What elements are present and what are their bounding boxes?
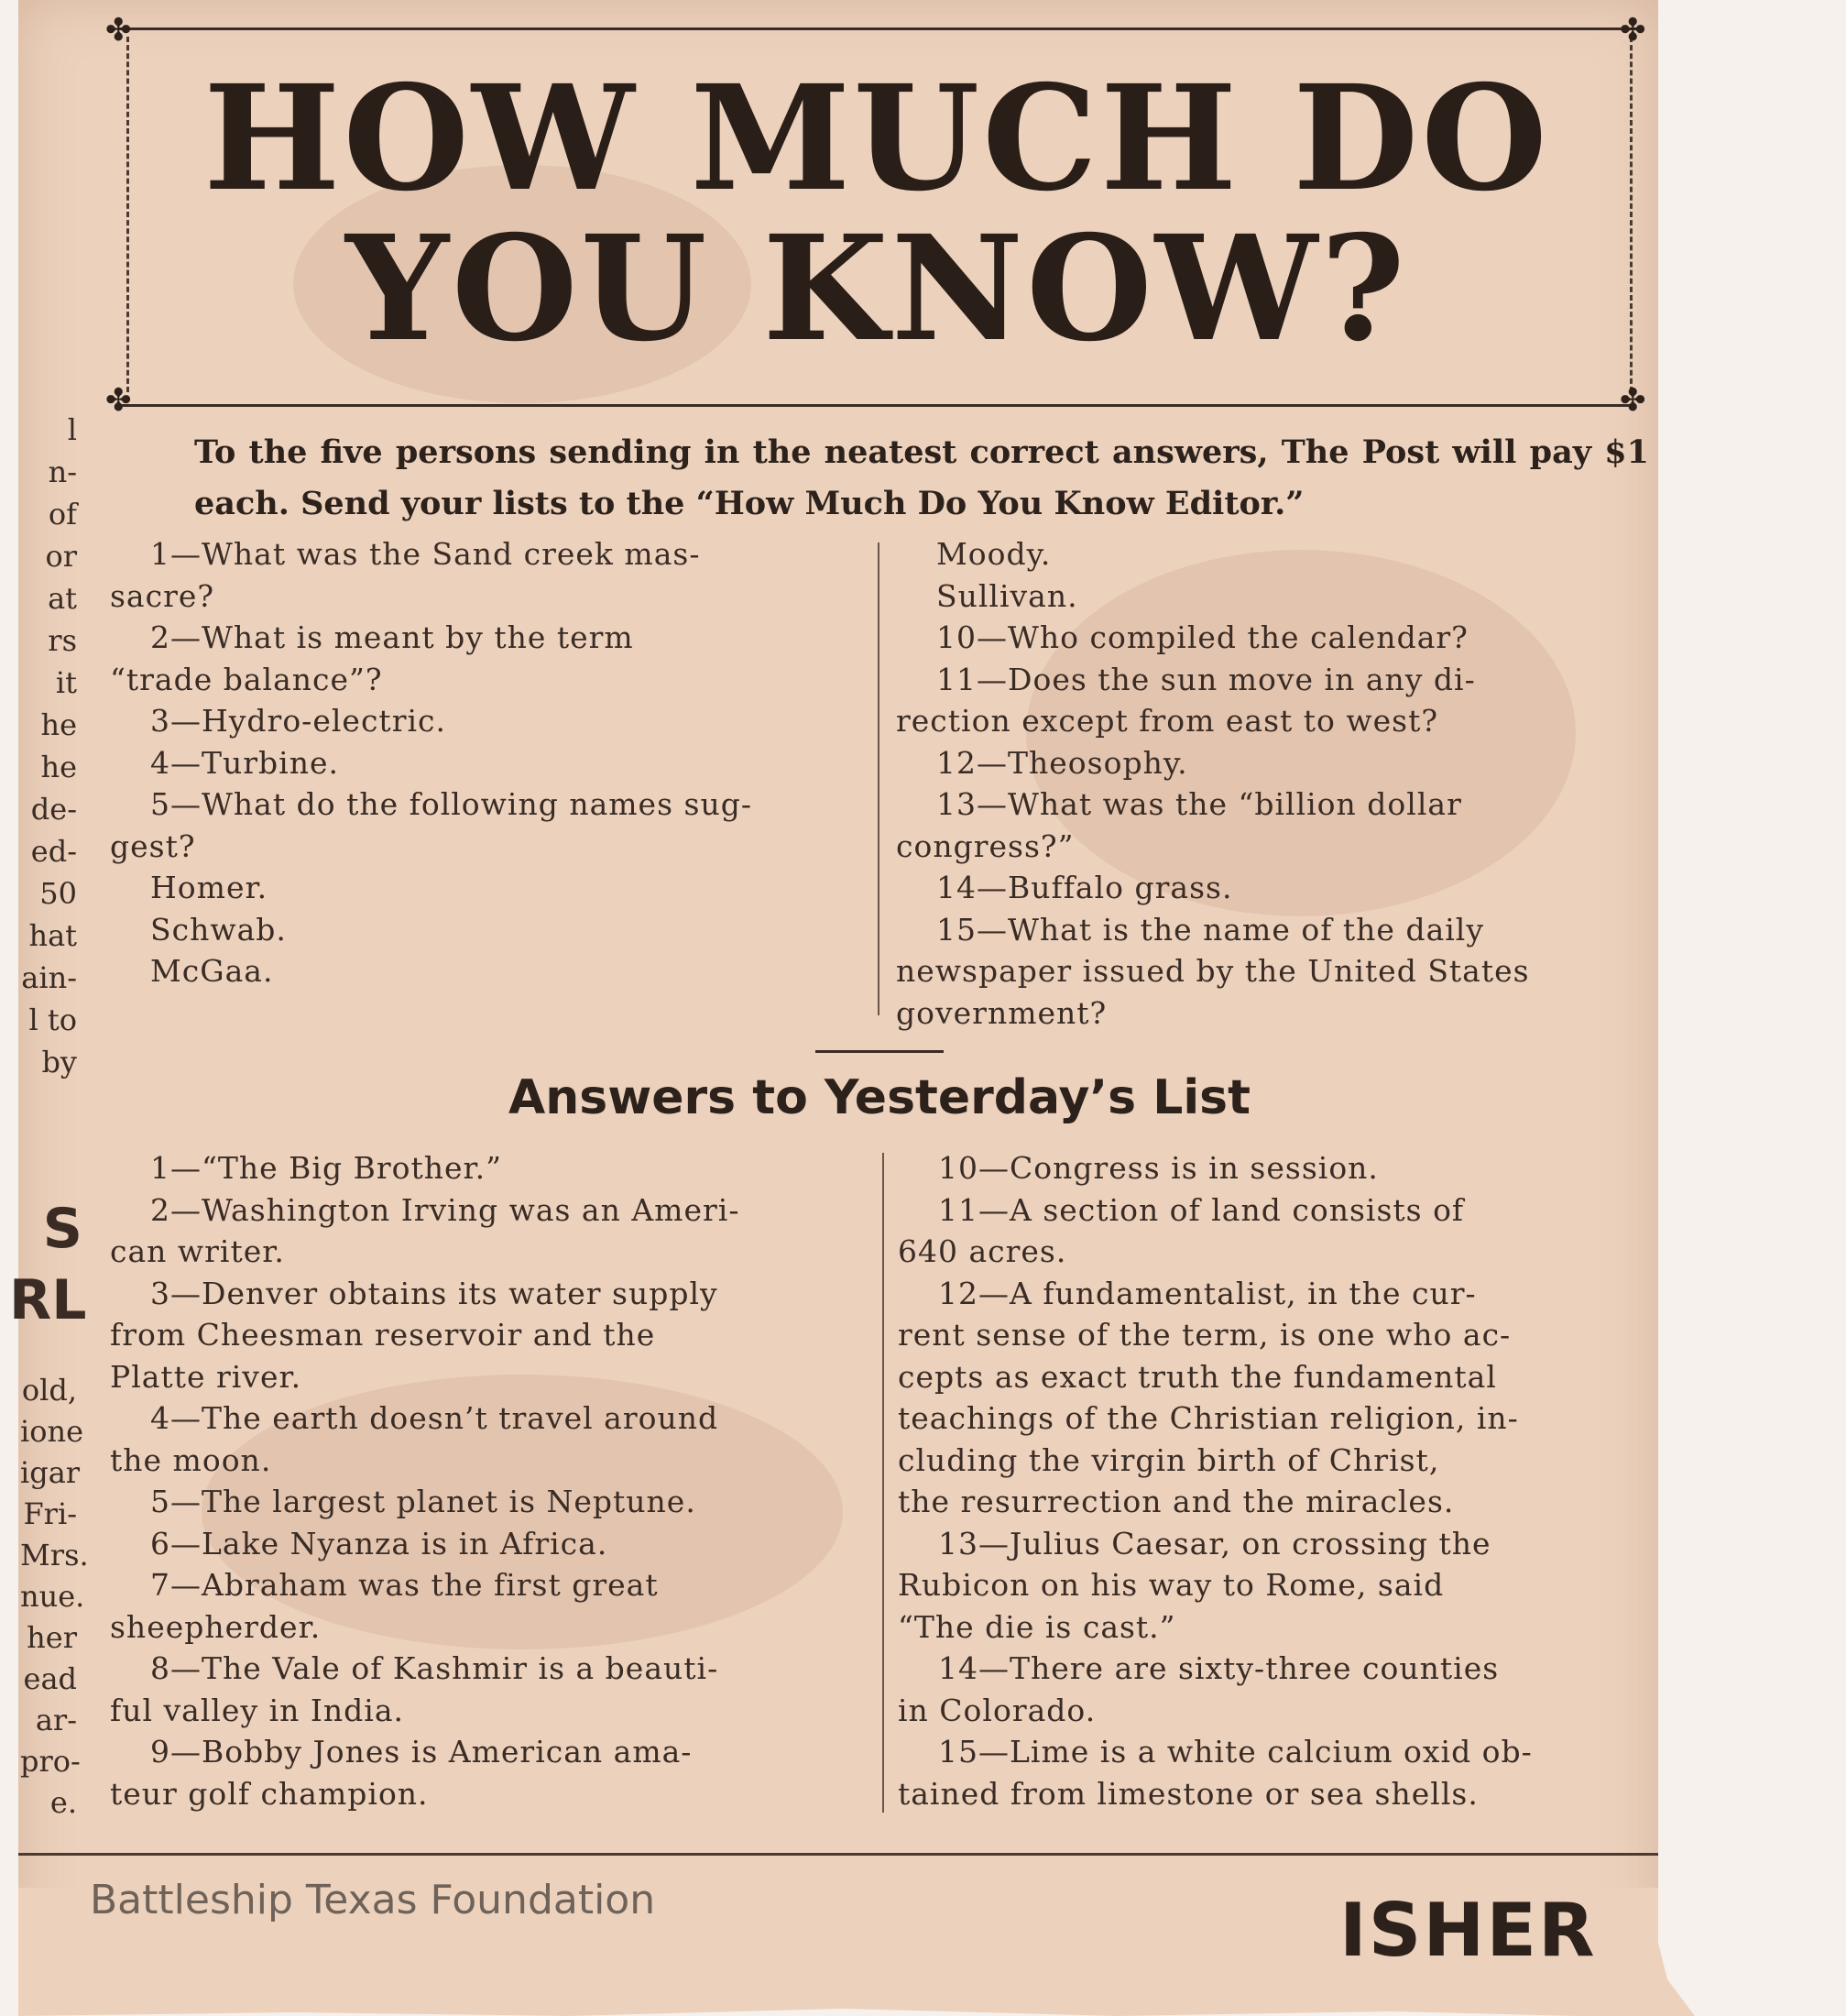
- margin-fragment: l: [67, 412, 77, 447]
- answers-right-column: [898, 1147, 1655, 1814]
- text-line: Platte river.: [110, 1358, 302, 1395]
- text-line: teachings of the Christian religion, in-: [898, 1400, 1519, 1436]
- margin-fragment: l to: [28, 1003, 77, 1037]
- margin-fragment: hat: [28, 918, 77, 953]
- text-line: 5—What do the following names sug-: [150, 786, 752, 822]
- text-line: 11—A section of land consists of: [938, 1191, 1465, 1228]
- bottom-partial-word: ISHER: [1339, 1888, 1597, 1973]
- column-divider-top: [878, 542, 879, 1015]
- text-line: 12—A fundamentalist, in the cur-: [938, 1275, 1477, 1311]
- margin-fragment: of: [48, 497, 77, 531]
- text-line: the resurrection and the miracles.: [898, 1484, 1455, 1519]
- text-line: 5—The largest planet is Neptune.: [150, 1484, 696, 1519]
- margin-fragment: pro-: [20, 1744, 81, 1779]
- margin-fragment: or: [45, 539, 77, 574]
- margin-fragment: he: [40, 707, 77, 742]
- margin-fragment: igar: [20, 1455, 81, 1490]
- text-line: Rubicon on his way to Rome, said: [898, 1567, 1445, 1603]
- margin-fragment: Fri-: [23, 1496, 77, 1531]
- text-line: the moon.: [110, 1441, 272, 1478]
- text-line: 640 acres.: [898, 1233, 1067, 1269]
- text-line: cepts as exact truth the fundamental: [898, 1358, 1497, 1395]
- margin-fragment: rs: [48, 623, 77, 658]
- text-line: rection except from east to west?: [896, 703, 1439, 739]
- text-line: rent sense of the term, is one who ac-: [898, 1317, 1512, 1353]
- margin-fragment: ead: [23, 1661, 77, 1696]
- ornament-bottom-left-icon: ✤: [105, 382, 132, 419]
- margin-fragment: ione: [20, 1414, 84, 1449]
- text-line: 14—Buffalo grass.: [936, 870, 1233, 905]
- text-line: newspaper issued by the United States: [896, 953, 1530, 989]
- answers-title: Answers to Yesterday’s List: [508, 1070, 1251, 1125]
- text-line: 4—The earth doesn’t travel around: [150, 1400, 719, 1436]
- text-line: 4—Turbine.: [150, 744, 339, 781]
- text-line: 8—The Vale of Kashmir is a beauti-: [150, 1650, 719, 1686]
- ornament-bottom-right-icon: ✤: [1620, 382, 1646, 419]
- margin-fragment: nue.: [20, 1579, 85, 1614]
- text-line: tained from limestone or sea shells.: [898, 1775, 1479, 1812]
- text-line: 3—Hydro-electric.: [150, 703, 446, 739]
- margin-fragment: RL: [9, 1268, 87, 1332]
- text-line: McGaa.: [150, 953, 274, 989]
- margin-fragment: he: [40, 750, 77, 784]
- text-line: 15—Lime is a white calcium oxid ob-: [938, 1734, 1533, 1769]
- ornament-top-left-icon: ✤: [105, 12, 132, 49]
- bottom-rule: [18, 1853, 1658, 1856]
- margin-fragment: de-: [30, 792, 77, 827]
- text-line: cluding the virgin birth of Christ,: [898, 1441, 1440, 1478]
- text-line: gest?: [110, 827, 196, 864]
- headline-line-2: YOU KNOW?: [345, 204, 1408, 374]
- margin-fragment: n-: [48, 455, 77, 489]
- text-line: Moody.: [936, 536, 1052, 572]
- text-line: 3—Denver obtains its water supply: [150, 1275, 718, 1311]
- text-line: 1—“The Big Brother.”: [150, 1150, 503, 1186]
- text-line: ful valley in India.: [110, 1692, 405, 1728]
- text-line: from Cheesman reservoir and the: [110, 1317, 656, 1353]
- text-line: 6—Lake Nyanza is in Africa.: [150, 1525, 608, 1561]
- text-line: teur golf champion.: [110, 1775, 429, 1812]
- text-line: “The die is cast.”: [898, 1608, 1176, 1645]
- margin-fragment: e.: [49, 1785, 77, 1820]
- margin-fragment: Mrs.: [20, 1538, 89, 1572]
- text-line: 11—Does the sun move in any di-: [936, 661, 1476, 697]
- margin-fragment: her: [27, 1620, 77, 1655]
- margin-fragment: ed-: [30, 834, 77, 869]
- headline-line-1: HOW MUCH DO: [203, 54, 1550, 224]
- text-line: can writer.: [110, 1233, 285, 1269]
- text-line: “trade balance”?: [110, 661, 383, 697]
- text-line: 1—What was the Sand creek mas-: [150, 536, 701, 572]
- margin-fragment: ar-: [35, 1703, 77, 1737]
- text-line: congress?”: [896, 827, 1075, 864]
- text-line: in Colorado.: [898, 1692, 1097, 1728]
- ornament-top-right-icon: ✤: [1620, 12, 1646, 49]
- margin-fragment: old,: [21, 1373, 77, 1408]
- questions-left-column: [110, 533, 868, 992]
- margin-fragment: ain-: [21, 960, 77, 995]
- intro-text: To the five persons sending in the neatest correct answers, The Post will pay $1 each. Send your lists to the “How Much Do You Know Editor.”: [194, 433, 1649, 522]
- text-line: government?: [896, 994, 1108, 1031]
- margin-fragment: by: [41, 1045, 77, 1079]
- text-line: 12—Theosophy.: [936, 744, 1188, 781]
- answers-left-column: [110, 1147, 868, 1814]
- text-line: 13—Julius Caesar, on crossing the: [938, 1525, 1491, 1561]
- intro-paragraph: [110, 427, 1649, 530]
- margin-fragment: at: [48, 581, 77, 616]
- questions-right-column: [896, 533, 1649, 1034]
- text-line: 13—What was the “billion dollar: [936, 786, 1462, 822]
- text-line: 10—Who compiled the calendar?: [936, 619, 1469, 655]
- text-line: 15—What is the name of the daily: [936, 911, 1484, 948]
- text-line: sheepherder.: [110, 1608, 322, 1645]
- section-rule: [815, 1050, 944, 1053]
- text-line: 2—What is meant by the term: [150, 619, 634, 655]
- text-line: 9—Bobby Jones is American ama-: [150, 1734, 693, 1769]
- margin-fragment: S: [42, 1197, 82, 1261]
- column-divider-bottom: [882, 1153, 884, 1813]
- margin-fragment: it: [55, 665, 77, 700]
- watermark: Battleship Texas Foundation: [90, 1877, 656, 1923]
- text-line: Sullivan.: [936, 577, 1078, 614]
- headline: [128, 54, 1625, 374]
- text-line: sacre?: [110, 577, 215, 614]
- text-line: Homer.: [150, 870, 268, 905]
- text-line: 2—Washington Irving was an Ameri-: [150, 1191, 740, 1228]
- text-line: 10—Congress is in session.: [938, 1150, 1379, 1186]
- text-line: 7—Abraham was the first great: [150, 1567, 659, 1603]
- margin-fragment: 50: [39, 876, 77, 911]
- text-line: Schwab.: [150, 911, 287, 948]
- text-line: 14—There are sixty-three counties: [938, 1650, 1500, 1686]
